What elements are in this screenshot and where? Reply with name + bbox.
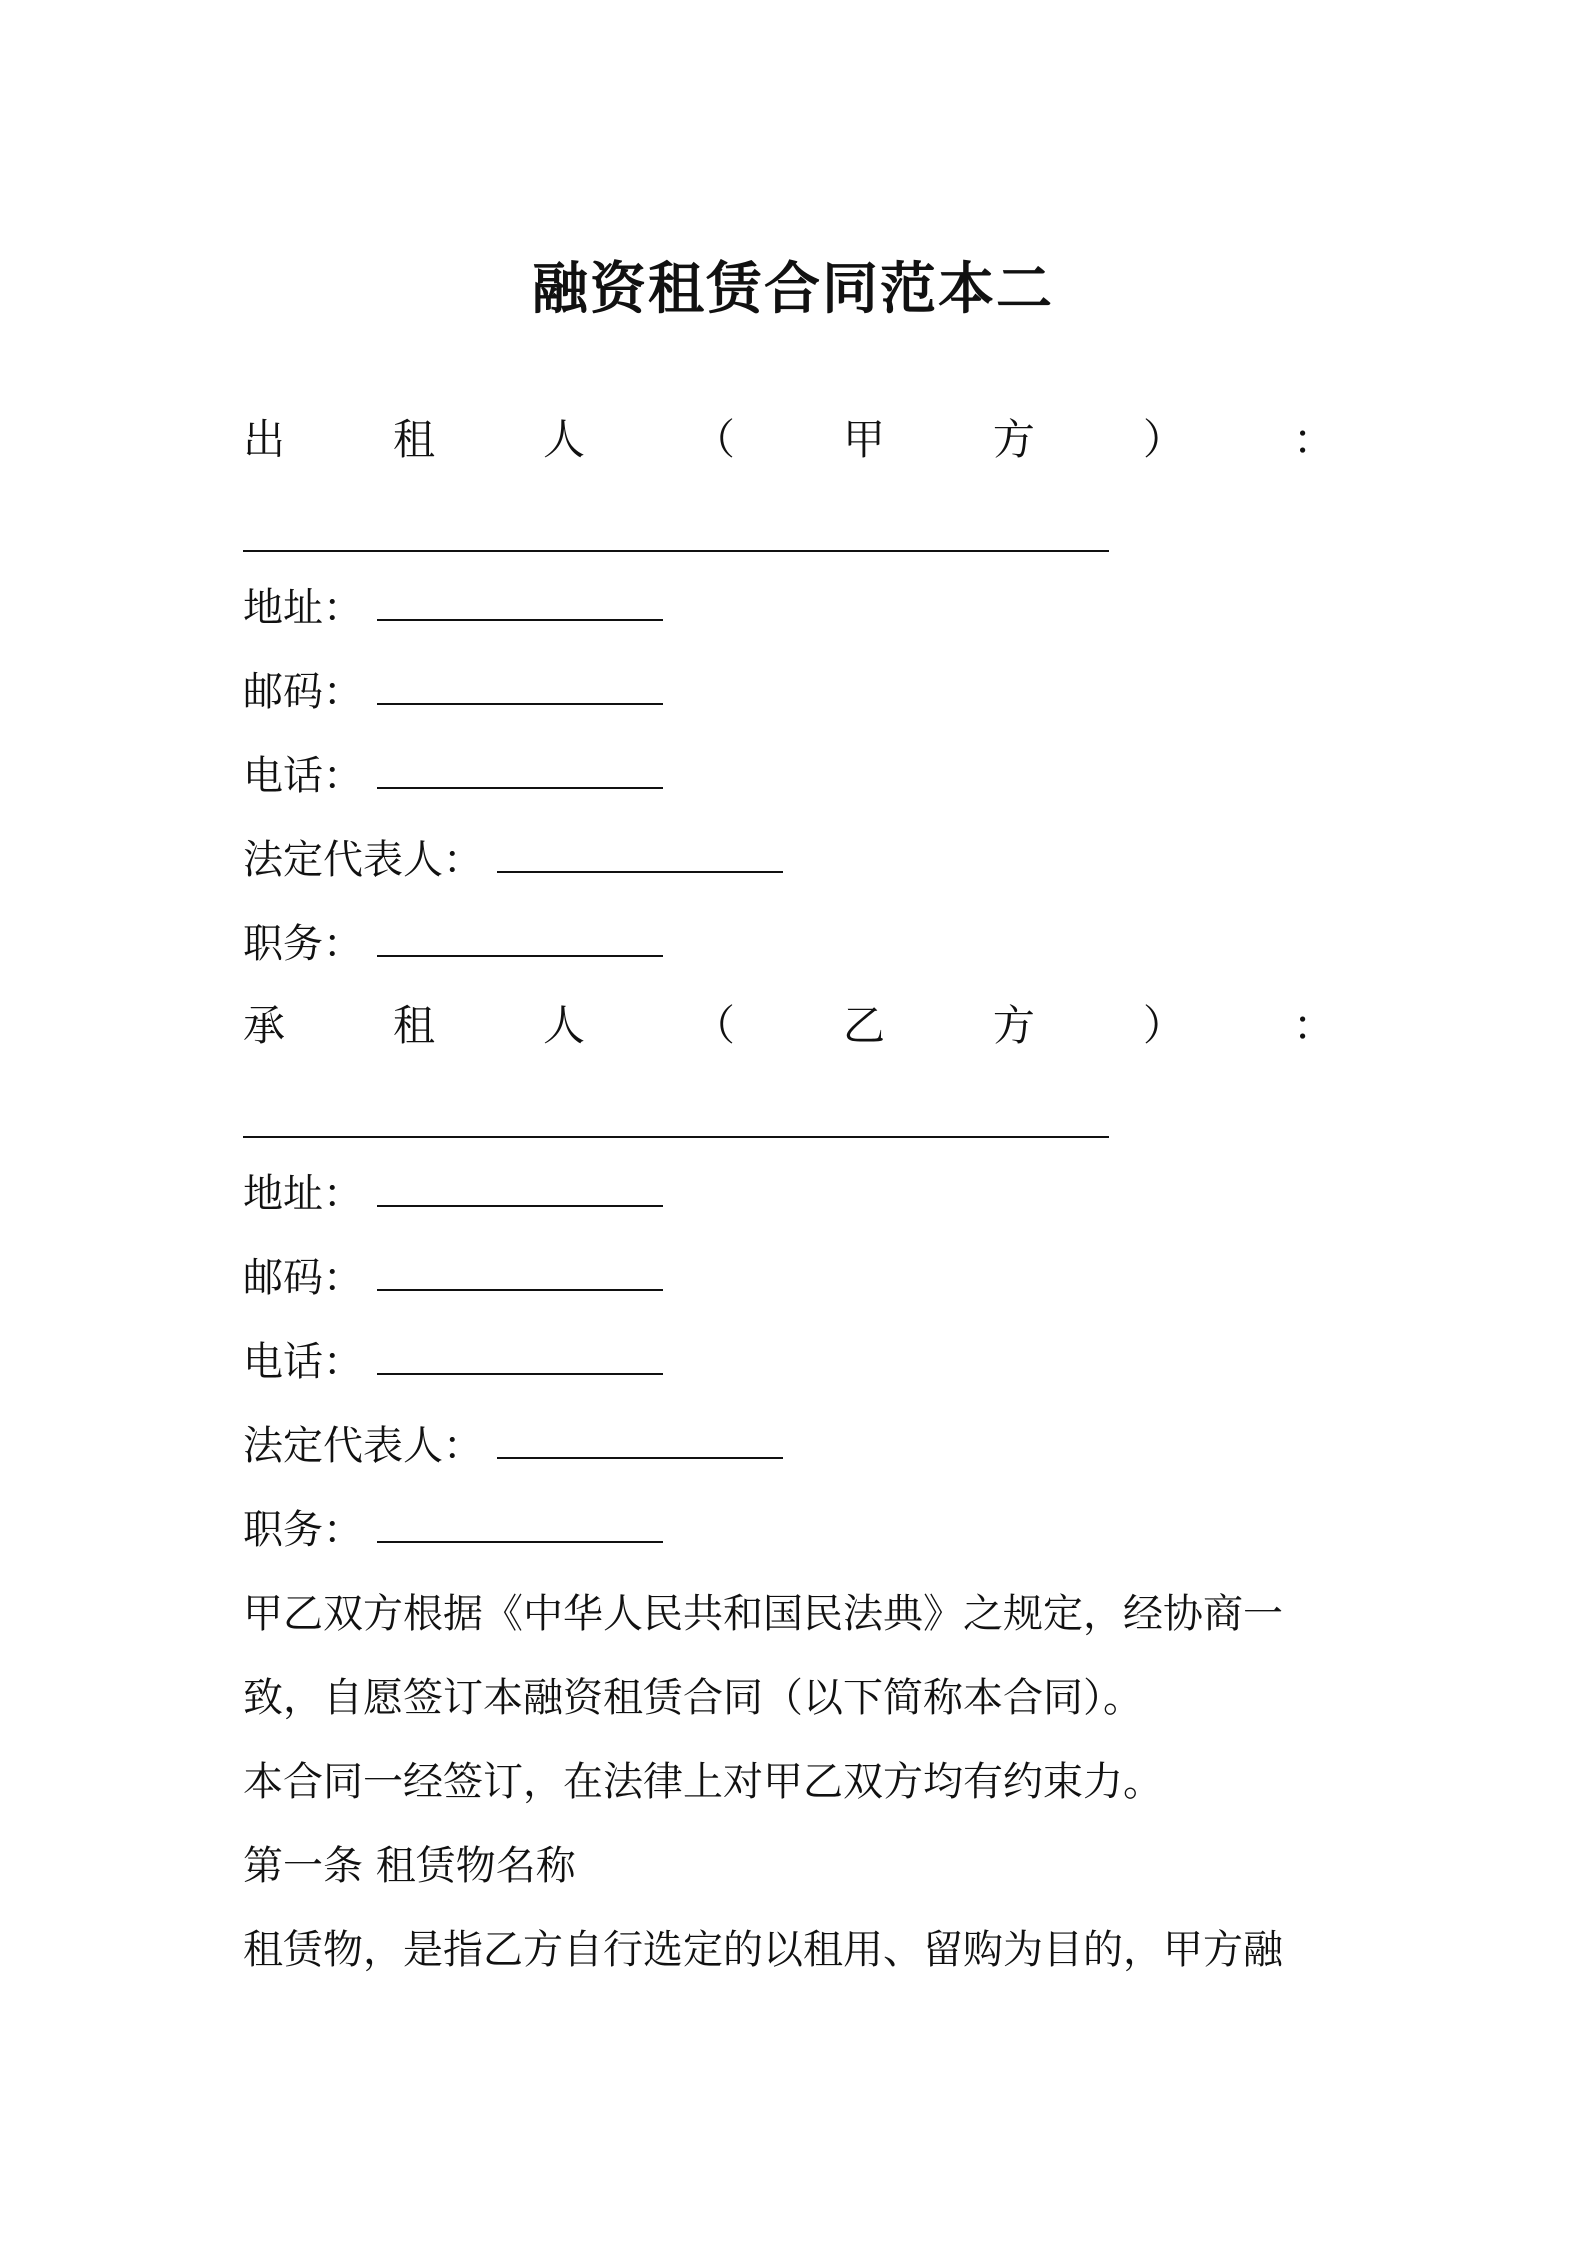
field-label: 法定代表人： [243,1423,483,1469]
lessee-heading-char: ： [1292,1001,1335,1050]
document-title: 融资租赁合同范本二 [532,257,1054,322]
body-paragraph-line: 致，自愿签订本融资租赁合同（以下简称本合同）。 [243,1675,1143,1721]
field-label: 电话： [243,1339,363,1385]
fill-blank [377,1255,663,1291]
lessor-phone-field [243,748,663,804]
lessee-heading-char: 人 [542,1001,585,1050]
fill-blank [377,669,663,705]
field-label: 邮码： [243,669,363,715]
lessor-heading-char: ： [1292,415,1335,464]
lessee-title-field [243,1502,663,1558]
lessor-title-field [243,916,663,972]
lessee-postcode-field [243,1250,663,1306]
lessor-heading-char: 租 [392,415,435,464]
field-label: 电话： [243,753,363,799]
lessee-heading-char: 承 [243,1001,286,1050]
fill-blank [377,1507,663,1543]
lessor-postcode-field [243,664,663,720]
fill-blank [497,837,783,873]
lessor-heading-char: 人 [542,415,585,464]
lessor-heading-char: 甲 [842,415,885,464]
lessee-heading-char: 方 [992,1001,1035,1050]
field-label: 职务： [243,921,363,967]
article-heading: 第一条 租赁物名称 [243,1843,576,1889]
field-label: 职务： [243,1507,363,1553]
lessee-address-field [243,1166,663,1222]
field-label: 地址： [243,585,363,631]
lessee-heading [243,998,1335,1054]
lessee-heading-char: （ [692,1001,735,1050]
field-label: 地址： [243,1171,363,1217]
fill-blank [377,753,663,789]
body-paragraph-line: 租赁物，是指乙方自行选定的以租用、留购为目的，甲方融 [243,1927,1283,1973]
lessee-heading-char: 租 [392,1001,435,1050]
fill-blank [377,585,663,621]
field-label: 法定代表人： [243,837,483,883]
lessor-name-blank [243,550,1109,552]
body-paragraph-line: 甲乙双方根据《中华人民共和国民法典》之规定，经协商一 [243,1591,1283,1637]
fill-blank [377,1171,663,1207]
lessor-address-field [243,580,663,636]
fill-blank [377,921,663,957]
fill-blank [497,1423,783,1459]
lessee-heading-char: 乙 [842,1001,885,1050]
lessor-heading-char: 方 [992,415,1035,464]
lessor-legal-rep-field [243,832,783,888]
lessor-heading-char: （ [692,415,735,464]
lessee-legal-rep-field [243,1418,783,1474]
fill-blank [377,1339,663,1375]
lessor-heading-char: 出 [243,415,286,464]
lessee-heading-char: ） [1142,1001,1185,1050]
lessee-name-blank [243,1136,1109,1138]
lessee-phone-field [243,1334,663,1390]
lessor-heading-char: ） [1142,415,1185,464]
lessor-heading [243,412,1335,468]
body-paragraph-line: 本合同一经签订，在法律上对甲乙双方均有约束力。 [243,1759,1163,1805]
field-label: 邮码： [243,1255,363,1301]
